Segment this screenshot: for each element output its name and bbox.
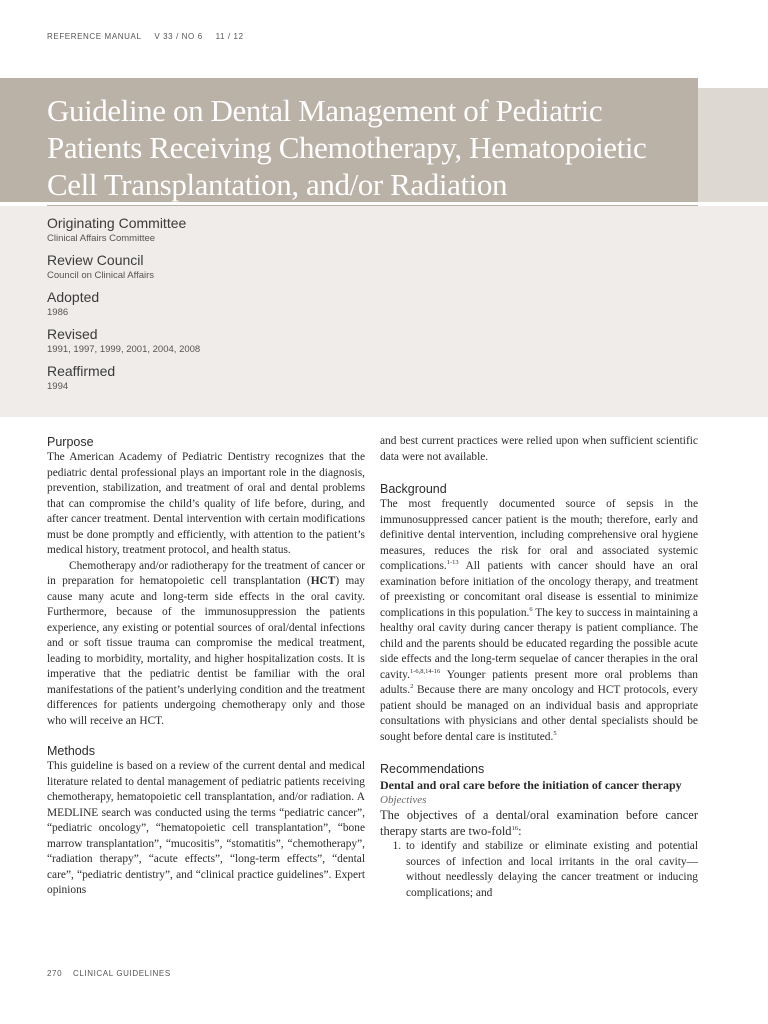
meta-label: Revised xyxy=(47,326,98,342)
recommendations-subheading: Dental and oral care before the initiation of cancer therapy xyxy=(380,778,682,792)
meta-value: 1994 xyxy=(47,381,69,392)
objectives-intro xyxy=(380,807,698,839)
meta-label: Review Council xyxy=(47,252,144,268)
background-paragraph xyxy=(380,497,698,745)
left-column xyxy=(47,434,365,899)
meta-value: 1991, 1997, 1999, 2001, 2004, 2008 xyxy=(47,344,201,355)
meta-originating-committee xyxy=(47,214,647,245)
footer-section: CLINICAL GUIDELINES xyxy=(72,969,171,978)
methods-paragraph: This guideline is based on a review of the current dental and medical literature related to dental management of pediatric patients receiving chemotherapy, hematopoietic cell transplantation, and/or radiation. A MEDLINE search was conducted using the terms “pediatric cancer”, “pediatric oncology”, “hematopoietic cell transplantation”, “bone marrow transplantation”, “mucositis”, “stomatitis”, “chemotherapy”, “radiation therapy”, “acute effects”, “long-term effects”, “dental care”, “pediatric dentistry”, and “clinical practice guidelines”. Expert opinions xyxy=(47,760,365,896)
page-number: 270 xyxy=(47,969,63,978)
meta-label: Originating Committee xyxy=(47,215,187,231)
citation-ref: 1-6,8,14-16 xyxy=(409,667,441,675)
objectives-label: Objectives xyxy=(380,794,427,806)
page-footer xyxy=(47,969,179,978)
purpose-paragraph-2-text: Chemotherapy and/or radiotherapy for the treatment of cancer or in preparation for hematopoietic cell transplantation ( xyxy=(47,559,365,587)
purpose-heading: Purpose xyxy=(47,435,94,449)
objectives-intro-text: The objectives of a dental/oral examination before cancer therapy starts are two-fold xyxy=(380,808,698,838)
meta-review-council xyxy=(47,251,647,282)
objectives-list xyxy=(380,839,698,901)
meta-reaffirmed xyxy=(47,362,647,393)
background-text: Younger patients present more oral problems than adults. xyxy=(380,668,698,696)
running-head xyxy=(47,32,254,41)
background-text: The key to success in maintaining a healthy oral cavity during cancer therapy is patient compliance. The child and the parents should be educated regarding the possible acute side effects and the long-term sequelae of cancer therapies in the oral cavity. xyxy=(380,606,698,681)
meta-value: Council on Clinical Affairs xyxy=(47,270,155,281)
citation-ref: 1-13 xyxy=(446,559,459,567)
meta-list xyxy=(47,214,647,399)
purpose-paragraph-2 xyxy=(47,559,365,730)
meta-label: Adopted xyxy=(47,289,100,305)
citation-ref: 6 xyxy=(529,605,533,613)
objectives-intro-colon: : xyxy=(518,824,522,838)
citation-ref: 16 xyxy=(511,824,519,832)
issue-date: 11 / 12 xyxy=(215,32,244,41)
objective-item: 1. to identify and stabilize or eliminate existing and potential sources of infection and local irritants in the oral cavity—without needlessly delaying the cancer treatment or inducing complications; and xyxy=(404,839,698,901)
methods-heading: Methods xyxy=(47,744,95,758)
meta-value: Clinical Affairs Committee xyxy=(47,233,156,244)
meta-adopted xyxy=(47,288,647,319)
volume-number: V 33 / NO 6 xyxy=(154,32,203,41)
background-text: The most frequently documented source of sepsis in the immunosuppressed cancer patient is the mouth; therefore, early and definitive dental intervention, including comprehensive oral hygiene measures, reduces the risk for oral and associated systemic complications. xyxy=(380,498,698,572)
citation-ref: 2 xyxy=(410,683,414,691)
recommendations-heading: Recommendations xyxy=(380,762,485,776)
background-text: Because there are many oncology and HCT protocols, every patient should be managed on an individual basis and appropriate consultations with physicians and other dental specialists should be sought before dental care is instituted. xyxy=(380,684,698,743)
citation-ref: 5 xyxy=(553,729,557,737)
meta-revised xyxy=(47,325,647,356)
meta-label: Reaffirmed xyxy=(47,363,116,379)
meta-value: 1986 xyxy=(47,307,69,318)
background-text: All patients with cancer should have an oral examination before initiation of the oncology therapy, and treatment of preexisting or concomitant oral disease is essential to minimize complications in this population. xyxy=(380,560,698,619)
methods-paragraph-continued: and best current practices were relied upon when sufficient scientific data were not available. xyxy=(380,435,698,463)
right-column xyxy=(380,434,698,901)
hct-abbreviation: HCT xyxy=(310,575,336,587)
purpose-paragraph-2-text: ) may cause many acute and long-term side effects in the oral cavity. Furthermore, because of the immunosuppression the patients experience, any existing or potential sources of oral/dental infections and or soft tissue trauma can compromise the medical treatment, leading to morbidity, mortality, and higher hospitalization costs. It is imperative that the pediatric dentist be familiar with the oral manifestations of the patient’s underlying condition and the treatment differences for patients undergoing chemotherapy only and those who will receive an HCT. xyxy=(47,575,365,727)
background-heading: Background xyxy=(380,482,447,496)
page-title: Guideline on Dental Management of Pediatric Patients Receiving Chemotherapy, Hematopoietic Cell Transplantation, and/or Radiation xyxy=(47,93,647,202)
purpose-paragraph-1: The American Academy of Pediatric Dentistry recognizes that the pediatric dental professional plays an important role in the diagnosis, prevention, stabilization, and treatment of oral and dental problems that can compromise the child’s quality of life before, during, and after cancer treatment. Dental intervention with certain modifications must be done promptly and efficiently, with attention to the patient’s medical history, treatment protocol, and health status. xyxy=(47,451,365,556)
publication-name: REFERENCE MANUAL xyxy=(47,32,142,41)
title-band-accent xyxy=(698,88,768,202)
